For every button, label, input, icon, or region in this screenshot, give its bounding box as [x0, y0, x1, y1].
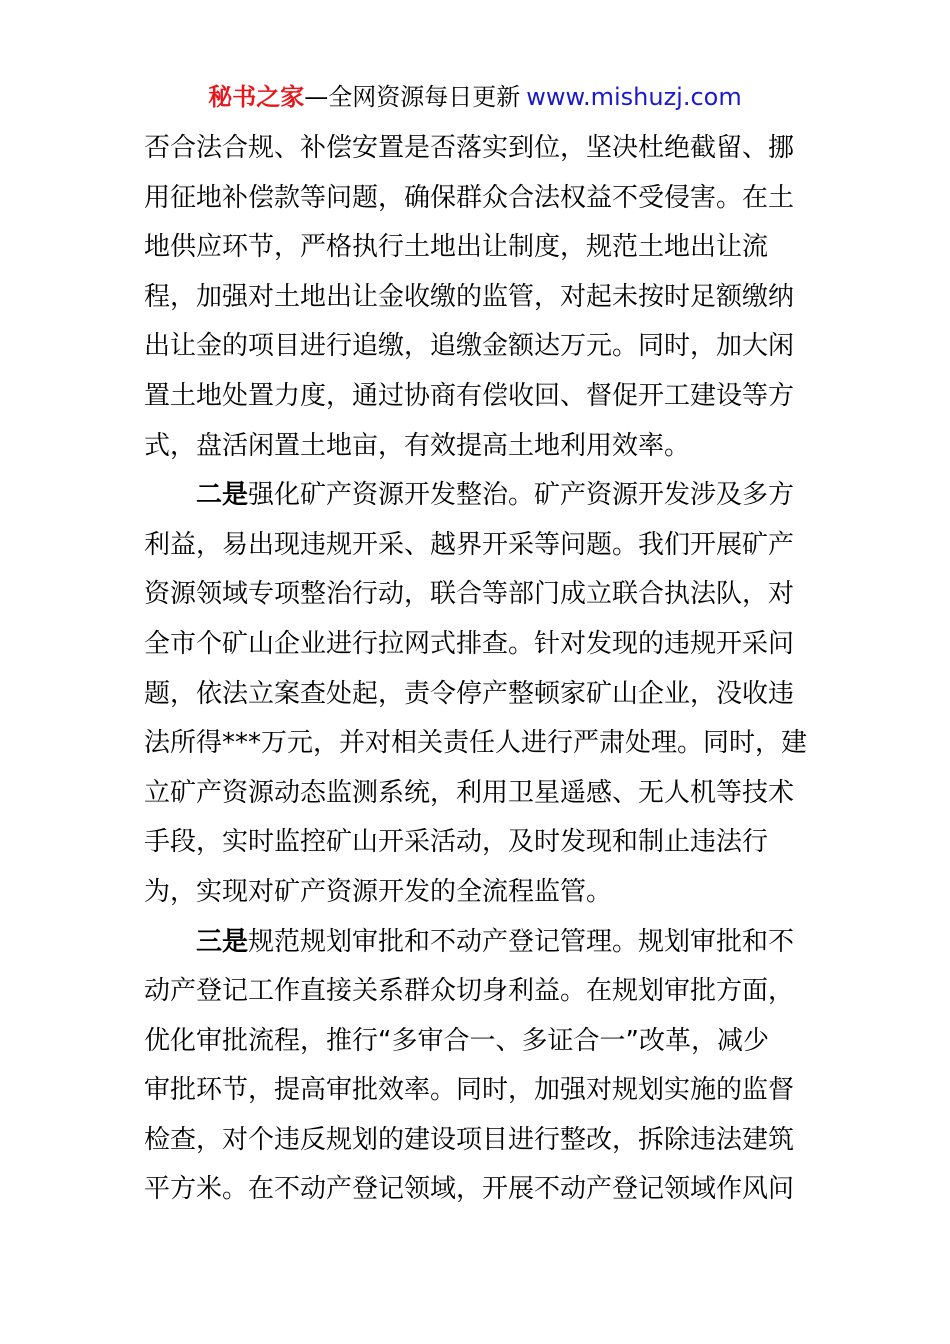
text-line: 手段，实时监控矿山开采活动，及时发现和制止违法行: [144, 827, 769, 858]
text-line: 程，加强对土地出让金收缴的监管，对起未按时足额缴纳: [144, 281, 795, 312]
header-brand: 秘书之家: [208, 83, 305, 111]
text-line: 检查，对个违反规划的建设项目进行整改，拆除违法建筑: [144, 1124, 795, 1155]
text-line: 否合法合规、补偿安置是否落实到位，坚决杜绝截留、挪: [144, 133, 795, 163]
text-line: 审批环节，提高审批效率。同时，加强对规划实施的监督: [144, 1075, 795, 1106]
paragraph-first-line: [144, 918, 808, 968]
text-line: 动产登记工作直接关系群众切身利益。在规划审批方面，: [144, 976, 795, 1007]
text-line: 全市个矿山企业进行拉网式排查。针对发现的违规开采问: [144, 628, 795, 659]
header-tagline: —全网资源每日更新: [304, 83, 521, 111]
paragraph-3: [144, 918, 808, 1216]
text-line: 置土地处置力度，通过协商有偿收回、督促开工建设等方: [144, 380, 795, 411]
text-line: 用征地补偿款等问题，确保群众合法权益不受侵害。在土: [144, 182, 795, 213]
text-line: 立矿产资源动态监测系统，利用卫星遥感、无人机等技术: [144, 777, 795, 808]
header-url-link[interactable]: www.mishuzj.com: [526, 83, 742, 111]
text-line: 出让金的项目进行追缴，追缴金额达万元。同时，加大闲: [144, 331, 795, 362]
text-line: 题，依法立案查处起，责令停产整顿家矿山企业，没收违: [144, 678, 795, 709]
text-line: 利益，易出现违规开采、越界开采等问题。我们开展矿产: [144, 529, 795, 560]
paragraph-1: [144, 124, 808, 471]
text-line: 平方米。在不动产登记领域，开展不动产登记领域作风问: [144, 1174, 795, 1205]
text-line: 资源领域专项整治行动，联合等部门成立联合执法队，对: [144, 579, 795, 610]
text-line: 地供应环节，严格执行土地出让制度，规范土地出让流: [144, 232, 769, 263]
page-header: [0, 80, 950, 114]
text-line: 式，盘活闲置土地亩，有效提高土地利用效率。: [144, 430, 691, 461]
text-line: 法所得***万元，并对相关责任人进行严肃处理。同时，建: [144, 728, 808, 759]
paragraph-lead: 三是: [196, 926, 249, 957]
paragraph-first-line-text: 强化矿产资源开发整治。矿产资源开发涉及多方: [248, 480, 795, 511]
paragraph-2: [144, 471, 808, 917]
document-body: [144, 124, 808, 1215]
text-line: 为，实现对矿产资源开发的全流程监管。: [144, 876, 613, 907]
paragraph-lead: 二是: [196, 480, 249, 511]
paragraph-first-line-text: 规范规划审批和不动产登记管理。规划审批和不: [248, 926, 795, 957]
paragraph-first-line: [144, 471, 808, 521]
text-line: 优化审批流程，推行“多审合一、多证合一”改革，减少: [144, 1025, 769, 1056]
